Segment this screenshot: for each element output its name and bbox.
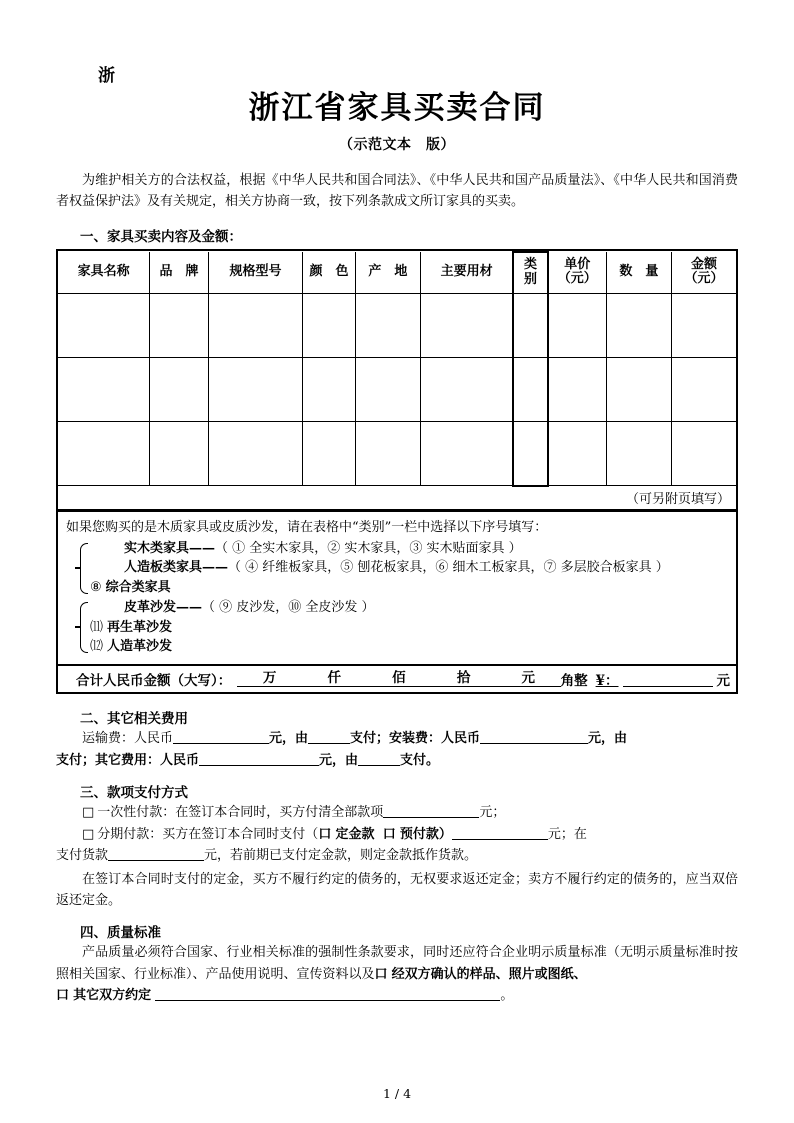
payment-option-lump-sum[interactable]: □ 一次性付款：在签订本合同时，买方付清全部款项 元； xyxy=(82,805,506,821)
cell-category[interactable] xyxy=(513,421,547,486)
curly-brace-icon xyxy=(74,539,90,598)
category-group-wood xyxy=(74,539,728,598)
quality-standard-text: 产品质量必须符合国家、行业相关标准的强制性条款要求，同时还应符合企业明示质量标准（无明示质量标准时按照相关国家、行业标准）、产品使用说明、宣传资料以及口 经双方确认的样品、照片或图纸、 口 其它双方约定 。 xyxy=(56,945,738,1004)
total-amount-row xyxy=(56,666,738,694)
page-footer: 1 / 4 xyxy=(382,1086,412,1101)
cell-brand[interactable] xyxy=(150,293,208,357)
category-legend xyxy=(56,512,738,666)
col-header-color: 颜 色 xyxy=(303,252,356,294)
cell-material[interactable] xyxy=(420,421,513,486)
cell-name[interactable] xyxy=(58,421,150,486)
table-row xyxy=(58,421,736,486)
table-row xyxy=(58,293,736,357)
col-header-quantity: 数 量 xyxy=(606,252,671,294)
total-amount-numeric-field[interactable] xyxy=(623,670,713,687)
col-header-amount: 金额 （元） xyxy=(671,252,736,294)
slot-qian: 仟 xyxy=(327,669,341,686)
fees-line-2: 支付；其它费用：人民币 元，由 支付。 xyxy=(56,752,440,768)
category-line-leather-sofa: 皮革沙发——（ ⑨ 皮沙发，⑩ 全皮沙发 ） xyxy=(124,599,375,615)
cell-name[interactable] xyxy=(58,357,150,421)
section-4-body xyxy=(56,942,738,1007)
total-amount-label: 合计人民币金额（大写）： xyxy=(76,673,232,690)
cell-amount[interactable] xyxy=(671,357,736,421)
cell-brand[interactable] xyxy=(150,421,208,486)
slot-shi: 拾 xyxy=(456,669,471,686)
curly-brace-icon xyxy=(74,598,90,657)
cell-amount[interactable] xyxy=(671,293,736,357)
currency-symbol: ¥： xyxy=(595,673,619,690)
checkbox-icon[interactable]: □ xyxy=(82,826,95,842)
other-fee-field[interactable] xyxy=(199,752,319,766)
col-header-category: 类 别 xyxy=(513,252,547,294)
other-fee-payer-field[interactable] xyxy=(358,752,400,766)
section-1-heading: 一、家具买卖内容及金额： xyxy=(80,228,242,245)
category-legend-lead: 如果您购买的是木质家具或皮质沙发，请在表格中“类别”一栏中选择以下序号填写： xyxy=(66,519,548,535)
transport-payer-field[interactable] xyxy=(308,730,350,744)
table-row xyxy=(58,357,736,421)
total-amount-unit: 元 xyxy=(716,673,730,690)
category-line-composite: ⑧ 综合类家具 xyxy=(90,580,171,596)
section-2-body xyxy=(56,728,738,771)
goods-table xyxy=(58,251,736,510)
fees-line-1: 运输费：人民币 元，由 支付；安装费：人民币 元，由 xyxy=(82,731,628,747)
section-3-heading: 三、款项支付方式 xyxy=(80,785,188,802)
province-mark: 浙 xyxy=(98,66,115,86)
document-subtitle: （示范文本 版） xyxy=(339,136,455,153)
total-amount-tail: 角整 xyxy=(560,673,588,690)
section-2-heading: 二、其它相关费用 xyxy=(80,711,188,728)
checkbox-inline-icon[interactable]: 口 xyxy=(56,988,70,1004)
cell-spec[interactable] xyxy=(208,293,303,357)
payment-balance-line: 支付货款 元，若前期已支付定金款，则定金款抵作货款。 xyxy=(56,848,478,864)
checkbox-inline-icon[interactable]: 口 xyxy=(374,966,388,982)
cell-spec[interactable] xyxy=(208,421,303,486)
table-header-row xyxy=(58,252,736,294)
cell-unit-price[interactable] xyxy=(548,421,607,486)
slot-bai: 佰 xyxy=(392,669,406,686)
section-4-heading: 四、质量标准 xyxy=(80,925,161,942)
col-header-brand: 品 牌 xyxy=(150,252,208,294)
category-line-panel: 人造板类家具——（ ④ 纤维板家具，⑤ 刨花板家具，⑥ 细木工板家具，⑦ 多层胶合板家具 ） xyxy=(124,560,669,576)
category-line-solid-wood: 实木类家具——（ ① 全实木家具，② 实木家具，③ 实木贴面家具 ） xyxy=(124,540,522,556)
cell-color[interactable] xyxy=(303,421,356,486)
cell-origin[interactable] xyxy=(355,293,420,357)
checkbox-icon[interactable]: □ xyxy=(82,805,95,821)
install-fee-field[interactable] xyxy=(480,730,588,744)
checkbox-inline-icon[interactable]: 口 xyxy=(318,826,332,842)
total-amount-slots[interactable] xyxy=(237,670,560,687)
cell-amount[interactable] xyxy=(671,421,736,486)
category-line-regenerated-leather-sofa: ⑾ 再生革沙发 xyxy=(90,619,173,635)
section-3-body xyxy=(56,802,738,867)
cell-unit-price[interactable] xyxy=(548,293,607,357)
checkbox-inline-icon[interactable]: 口 xyxy=(382,826,396,842)
cell-origin[interactable] xyxy=(355,357,420,421)
page-title: 浙江省家具买卖合同 xyxy=(248,90,546,126)
cell-color[interactable] xyxy=(303,293,356,357)
cell-quantity[interactable] xyxy=(606,421,671,486)
cell-category[interactable] xyxy=(513,293,547,357)
transport-fee-field[interactable] xyxy=(173,730,269,744)
payment-option-installment[interactable]: □ 分期付款：买方在签订本合同时支付（口 定金款 口 预付款） 元；在 xyxy=(82,826,587,842)
cell-name[interactable] xyxy=(58,293,150,357)
cell-category[interactable] xyxy=(513,357,547,421)
cell-color[interactable] xyxy=(303,357,356,421)
section-3-paragraph: 在签订本合同时支付的定金，买方不履行约定的债务的，无权要求返还定金；卖方不履行约定的债务的，应当双倍返还定金。 xyxy=(56,871,738,909)
cell-material[interactable] xyxy=(420,357,513,421)
cell-spec[interactable] xyxy=(208,357,303,421)
category-line-synthetic-leather-sofa: ⑿ 人造革沙发 xyxy=(90,639,173,655)
col-header-unit-price: 单价 （元） xyxy=(548,252,607,294)
col-header-name: 家具名称 xyxy=(58,252,150,294)
other-agreement-field[interactable] xyxy=(155,987,500,1001)
slot-wan: 万 xyxy=(262,669,277,686)
table-note-row xyxy=(58,486,736,510)
cell-unit-price[interactable] xyxy=(548,357,607,421)
lump-sum-amount-field[interactable] xyxy=(383,804,479,818)
slot-yuan: 元 xyxy=(521,669,536,686)
cell-material[interactable] xyxy=(420,293,513,357)
intro-paragraph: 为维护相关方的合法权益，根据《中华人民共和国合同法》、《中华人民共和国产品质量法》、《中华人民共和国消费者权益保护法》及有关规定，相关方协商一致，按下列条款成文所订家具的买卖。 xyxy=(56,172,738,209)
cell-brand[interactable] xyxy=(150,357,208,421)
balance-amount-field[interactable] xyxy=(108,847,204,861)
goods-table-wrapper xyxy=(56,249,738,512)
category-group-sofa xyxy=(74,598,728,657)
cell-origin[interactable] xyxy=(355,421,420,486)
table-note: （可另附页填写） xyxy=(58,486,736,510)
col-header-spec: 规格型号 xyxy=(208,252,303,294)
col-header-material: 主要用材 xyxy=(420,252,513,294)
cell-quantity[interactable] xyxy=(606,357,671,421)
col-header-origin: 产 地 xyxy=(355,252,420,294)
cell-quantity[interactable] xyxy=(606,293,671,357)
deposit-amount-field[interactable] xyxy=(452,826,548,840)
